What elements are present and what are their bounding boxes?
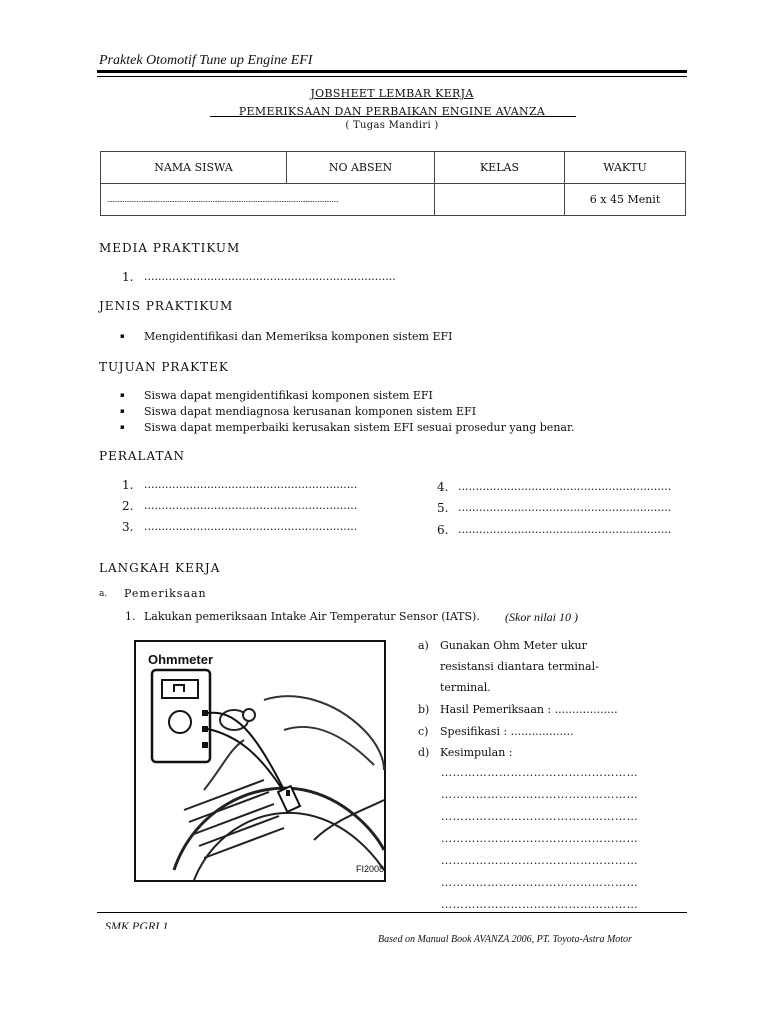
sub-label-pemeriksaan: Pemeriksaan bbox=[124, 587, 207, 600]
item-a-line2: resistansi diantara terminal- bbox=[440, 660, 599, 673]
conclusion-line-7[interactable]: …………………………………………… bbox=[441, 898, 639, 911]
header-waktu: WAKTU bbox=[565, 152, 686, 184]
item-a-line1: Gunakan Ohm Meter ukur bbox=[440, 639, 587, 652]
conclusion-line-6[interactable]: …………………………………………… bbox=[441, 876, 639, 889]
step-num: 1. bbox=[125, 610, 136, 623]
doc-title: JOBSHEET LEMBAR KERJA bbox=[310, 87, 474, 100]
bullet-icon: ▪ bbox=[120, 391, 125, 399]
item-d-kesimpulan: Kesimpulan : bbox=[440, 746, 513, 759]
media-item-dots[interactable]: ........................................................................ bbox=[144, 270, 396, 283]
media-item-num: 1. bbox=[122, 270, 134, 284]
item-b-hasil[interactable]: Hasil Pemeriksaan : .................. bbox=[440, 703, 618, 716]
header-kelas: KELAS bbox=[435, 152, 565, 184]
subtitle-underline bbox=[210, 116, 576, 117]
jenis-item: Mengidentifikasi dan Memeriksa komponen sistem EFI bbox=[144, 330, 453, 343]
bullet-icon: ▪ bbox=[120, 407, 125, 415]
item-a-marker: a) bbox=[418, 639, 429, 652]
sub-marker: a. bbox=[99, 589, 108, 599]
figure-code: FI2008 bbox=[356, 864, 385, 874]
peralatan-num-1: 1. bbox=[122, 478, 134, 492]
peralatan-dots-4[interactable]: ............................................................. bbox=[458, 480, 672, 493]
section-peralatan-heading: PERALATAN bbox=[99, 449, 186, 463]
tujuan-item-3: Siswa dapat memperbaiki kerusakan sistem EFI sesuai prosedur yang benar. bbox=[144, 421, 575, 434]
conclusion-line-4[interactable]: …………………………………………… bbox=[441, 832, 639, 845]
item-c-marker: c) bbox=[418, 725, 429, 738]
header-nama-siswa: NAMA SISWA bbox=[101, 152, 287, 184]
cell-nama-absen[interactable]: ...................................................................................................................................... bbox=[101, 184, 435, 216]
student-info-table bbox=[100, 151, 686, 216]
bullet-icon: ▪ bbox=[120, 423, 125, 431]
conclusion-line-5[interactable]: …………………………………………… bbox=[441, 854, 639, 867]
section-jenis-heading: JENIS PRAKTIKUM bbox=[99, 299, 234, 313]
cell-waktu: 6 x 45 Menit bbox=[565, 184, 686, 216]
peralatan-num-2: 2. bbox=[122, 499, 134, 513]
page-header-title: Praktek Otomotif Tune up Engine EFI bbox=[99, 53, 313, 68]
header-rule-thick bbox=[97, 70, 687, 73]
peralatan-dots-5[interactable]: ............................................................. bbox=[458, 501, 672, 514]
step-text: Lakukan pemeriksaan Intake Air Temperatur Sensor (IATS). bbox=[144, 610, 480, 623]
peralatan-num-4: 4. bbox=[437, 480, 449, 494]
peralatan-num-6: 6. bbox=[437, 523, 449, 537]
section-media-heading: MEDIA PRAKTIKUM bbox=[99, 241, 241, 255]
peralatan-dots-6[interactable]: ............................................................. bbox=[458, 523, 672, 536]
tujuan-item-1: Siswa dapat mengidentifikasi komponen sistem EFI bbox=[144, 389, 433, 402]
doc-note: ( Tugas Mandiri ) bbox=[345, 120, 439, 131]
item-c-spesifikasi[interactable]: Spesifikasi : .................. bbox=[440, 725, 574, 738]
header-no-absen: NO ABSEN bbox=[287, 152, 435, 184]
header-rule-thin bbox=[97, 76, 687, 77]
item-b-marker: b) bbox=[418, 703, 430, 716]
conclusion-line-3[interactable]: …………………………………………… bbox=[441, 810, 639, 823]
conclusion-line-2[interactable]: …………………………………………… bbox=[441, 788, 639, 801]
footer-source: Based on Manual Book AVANZA 2006, PT. Toyota-Astra Motor bbox=[378, 934, 632, 945]
figure-label: Ohmmeter bbox=[148, 652, 214, 667]
section-langkah-heading: LANGKAH KERJA bbox=[99, 561, 221, 575]
section-tujuan-heading: TUJUAN PRAKTEK bbox=[99, 360, 229, 374]
bullet-icon: ▪ bbox=[120, 332, 125, 340]
cell-kelas[interactable] bbox=[435, 184, 565, 216]
score-note: (Skor nilai 10 ) bbox=[505, 610, 578, 624]
doc-subtitle: PEMERIKSAAN DAN PERBAIKAN ENGINE AVANZA bbox=[238, 105, 546, 118]
peralatan-dots-2[interactable]: ............................................................. bbox=[144, 499, 358, 512]
ohmmeter-illustration bbox=[134, 640, 386, 882]
peralatan-dots-1[interactable]: ............................................................. bbox=[144, 478, 358, 491]
tujuan-item-2: Siswa dapat mendiagnosa kerusanan komponen sistem EFI bbox=[144, 405, 477, 418]
peralatan-num-5: 5. bbox=[437, 501, 449, 515]
peralatan-dots-3[interactable]: ............................................................. bbox=[144, 520, 358, 533]
footer-school: SMK PGRI 1 bbox=[105, 919, 169, 929]
item-d-marker: d) bbox=[418, 746, 430, 759]
footer-rule bbox=[97, 912, 687, 913]
peralatan-num-3: 3. bbox=[122, 520, 134, 534]
item-a-line3: terminal. bbox=[440, 681, 491, 694]
conclusion-line-1[interactable]: …………………………………………… bbox=[441, 766, 639, 779]
